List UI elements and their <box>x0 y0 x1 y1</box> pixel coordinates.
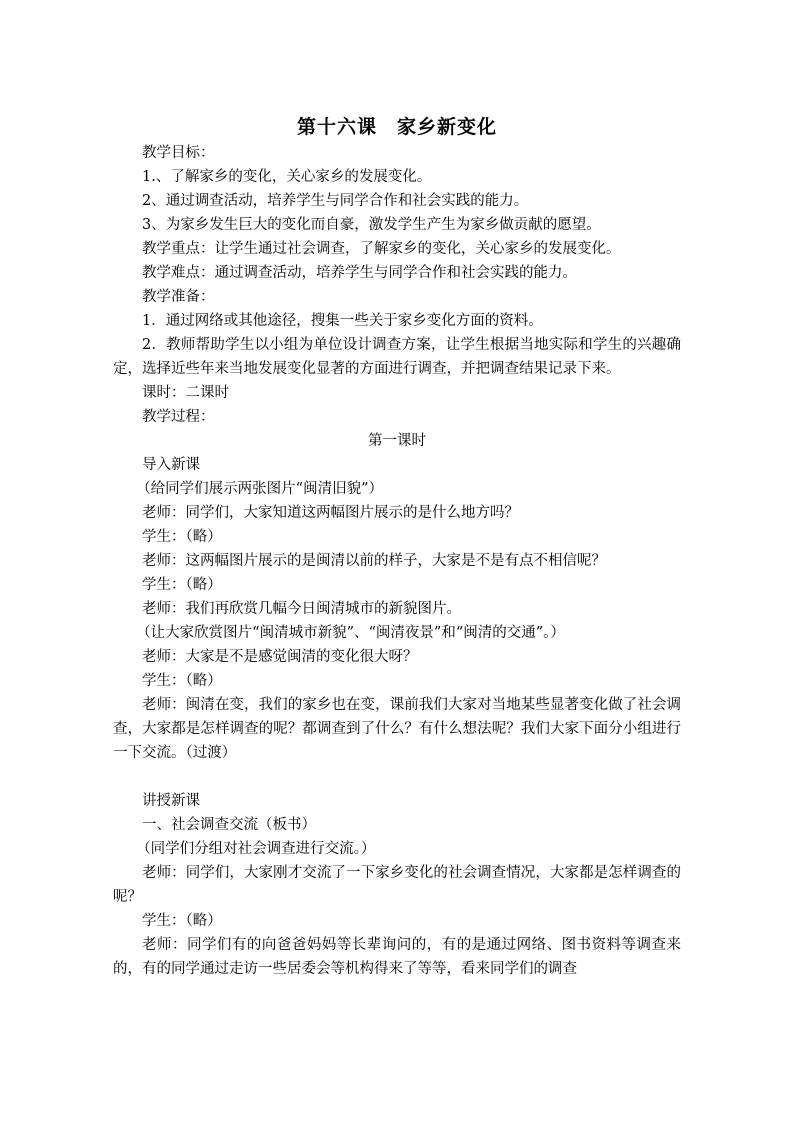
intro-paragraph: 老师：闽清在变，我们的家乡也在变，课前我们大家对当地某些显著变化做了社会调查，大家都是怎样调查的呢？都调查到了什么？有什么想法呢？我们大家下面分小组进行一下交流。（过渡） <box>113 697 681 761</box>
blank-line <box>113 765 681 789</box>
intro-line: 老师：我们再欣赏几幅今日闽清城市的新貌图片。 <box>142 601 461 617</box>
lesson-title: 第十六课 家乡新变化 <box>296 116 497 138</box>
intro-line: 老师：同学们，大家知道这两幅图片展示的是什么地方吗？ <box>142 505 519 521</box>
intro-line: 学生：（略） <box>142 577 222 593</box>
intro-line: 学生：（略） <box>142 529 222 545</box>
objective-item: 2、通过调查活动，培养学生与同学合作和社会实践的能力。 <box>142 193 529 209</box>
difficulty: 教学难点：通过调查活动，培养学生与同学合作和社会实践的能力。 <box>142 265 577 281</box>
first-lesson-heading: 第一课时 <box>368 433 426 449</box>
student-reply: 学生：（略） <box>142 913 222 929</box>
class-hours: 课时：二课时 <box>142 385 229 401</box>
new-lesson-heading: 讲授新课 <box>142 793 200 809</box>
section-heading: 一、社会调查交流（板书） <box>142 817 316 833</box>
key-point: 教学重点：让学生通过社会调查，了解家乡的变化，关心家乡的发展变化。 <box>142 241 621 257</box>
document-page <box>113 113 681 981</box>
process-heading: 教学过程： <box>142 409 215 425</box>
intro-line: 老师：大家是不是感觉闽清的变化很大呀？ <box>142 649 418 665</box>
section-paragraph: 老师：同学们，大家刚才交流了一下家乡变化的社会调查情况，大家都是怎样调查的呢？ <box>113 865 681 905</box>
objective-item: 3、为家乡发生巨大的变化而自豪，激发学生产生为家乡做贡献的愿望。 <box>142 217 601 233</box>
intro-line: （让大家欣赏图片“闽清城市新貌”、“闽清夜景”和“闽清的交通”。） <box>136 625 565 641</box>
section-note: （同学们分组对社会调查进行交流。） <box>136 841 376 857</box>
intro-line: 学生：（略） <box>142 673 222 689</box>
preparation-item: 2．教师帮助学生以小组为单位设计调查方案，让学生根据当地实际和学生的兴趣确定，选择近些年来当地发展变化显著的方面进行调查，并把调查结果记录下来。 <box>113 337 681 377</box>
objective-item: 1.、了解家乡的变化，关心家乡的发展变化。 <box>142 169 432 185</box>
preparation-item: 1．通过网络或其他途径，搜集一些关于家乡变化方面的资料。 <box>142 313 543 329</box>
section-paragraph: 老师：同学们有的向爸爸妈妈等长辈询问的，有的是通过网络、图书资料等调查来的，有的同学通过走访一些居委会等机构得来了等等，看来同学们的调查 <box>113 937 681 977</box>
intro-line: 老师：这两幅图片展示的是闽清以前的样子，大家是不是有点不相信呢？ <box>142 553 606 569</box>
objectives-heading: 教学目标： <box>142 145 215 161</box>
preparation-heading: 教学准备： <box>142 289 215 305</box>
intro-line: （给同学们展示两张图片“闽清旧貌”） <box>136 481 384 497</box>
intro-heading: 导入新课 <box>142 457 200 473</box>
